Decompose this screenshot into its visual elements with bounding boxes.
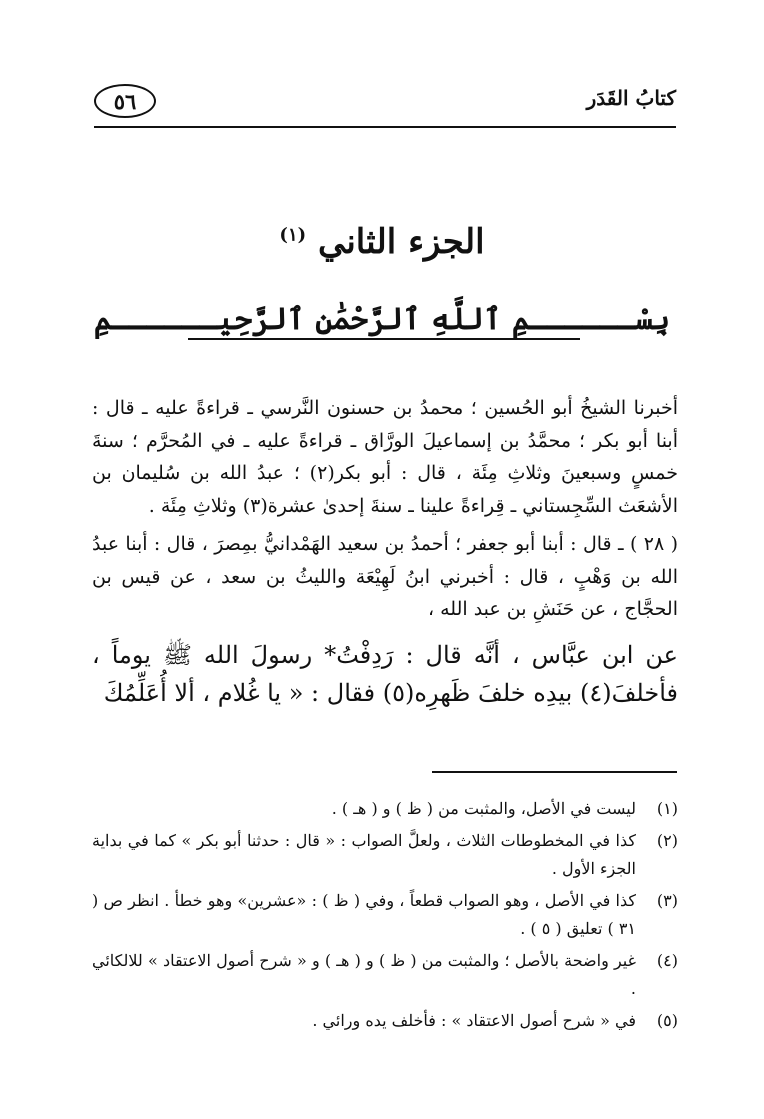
part-title-text: الجزء الثاني: [318, 222, 485, 262]
footnote-number: (٣): [656, 891, 678, 910]
footnote-text: ليست في الأصل، والمثبت من ( ظ ) و ( هـ ) .: [331, 799, 636, 818]
running-header: [94, 78, 676, 128]
part-title: [0, 222, 764, 262]
part-title-footnote-marker: (١): [279, 224, 307, 246]
footnote-item: [92, 827, 678, 883]
footnote-item: [92, 947, 678, 1003]
footnote-text: غير واضحة بالأصل ؛ والمثبت من ( ظ ) و ( هـ ) و « شرح أصول الاعتقاد » للالكائي .: [92, 951, 636, 998]
footnote-number: (٢): [656, 831, 678, 850]
paragraph-hadith-28-chain: ( ٢٨ ) ـ قال : أبنا أبو جعفر ؛ أحمدُ بن سعيد الهَمْدانيُّ بمِصرَ ، قال : أبنا عبدُ الله بن وَهْبٍ ، قال : أخبرني ابنُ لَهِيْعَة والليثُ بن سعد ، عن قيس بن الحجَّاج ، عن حَنَشِ بن عبد الله ،: [92, 533, 678, 620]
paragraph-hadith-text: عن ابن عبَّاس ، أنَّه قال : رَدِفْتُ* رسولَ الله ﷺ يوماً ، فأخلفَ(٤) بيدِه خلفَ ظَهرِه(٥) فقال : « يا غُلام ، ألا أُعَلِّمُكَ: [92, 640, 678, 707]
footnote-number: (١): [656, 799, 678, 818]
paragraph-isnad-intro: أخبرنا الشيخُ أبو الحُسين ؛ محمدُ بن حسنون النَّرسي ـ قراءةً عليه ـ قال : أبنا أبو بكر ؛ محمَّدُ بن إسماعيلَ الورَّاق ـ قراءةً عليه ـ في المُحرَّم ؛ سنةَ خمسٍ وسبعينَ وثلاثِ مِئَة ، قال : أبو بكر(٢) ؛ عبدُ الله بن سُليمان بن الأشعَث السِّجِستاني ـ قِراءةً علينا ـ سنةَ إحدىٰ عشرة(٣) وثلاثِ مِئَة .: [92, 397, 679, 517]
footnote-number: (٤): [656, 951, 678, 970]
footnote-text: كذا في الأصل ، وهو الصواب قطعاً ، وفي ( ظ ) : «عشرين» وهو خطأ . انظر ص ( ٣١ ) تعليق ( ٥ ) .: [92, 891, 636, 938]
footnote-item: [92, 1007, 678, 1035]
footnote-item: [92, 795, 678, 823]
footnote-text: في « شرح أصول الاعتقاد » : فأخلف يده ورائي .: [312, 1011, 636, 1030]
footnote-number: (٥): [656, 1011, 678, 1030]
footnote-text: كذا في المخطوطات الثلاث ، ولعلَّ الصواب : « قال : حدثنا أبو بكر » كما في بداية الجزء الأول .: [92, 831, 636, 878]
footnote-separator: [432, 771, 677, 773]
basmala: بِسْــــــمِ ٱللَّهِ ٱلرَّحْمَٰنِ ٱلرَّحِيــــــمِ: [93, 302, 671, 337]
page-number-badge: [94, 84, 156, 118]
main-text: [92, 392, 678, 718]
footnotes: [92, 795, 678, 1039]
basmala-underline: [188, 338, 580, 340]
book-title: كتابُ القَدَر: [586, 86, 676, 110]
page-number: ٥٦: [113, 88, 137, 114]
footnote-item: [92, 887, 678, 943]
